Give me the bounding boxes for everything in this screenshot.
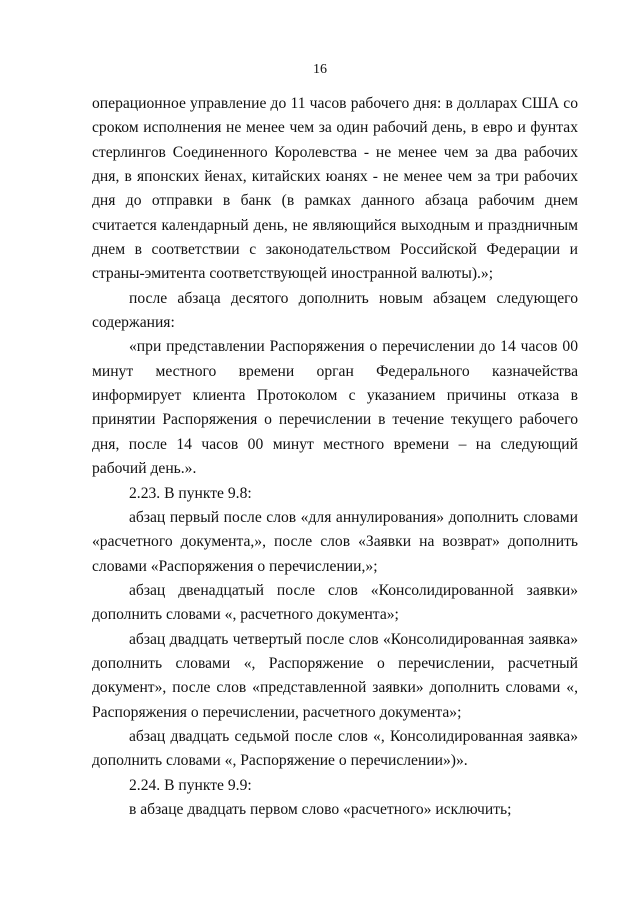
document-body	[92, 92, 578, 822]
paragraph-1: операционное управление до 11 часов рабочего дня: в долларах США со сроком исполнения не менее чем за один рабочий день, в евро и фунтах стерлингов Соединенного Королевства - не менее чем за два рабочих дня, в японских йенах, китайских юанях - не менее чем за три рабочих дня до отправки в банк (в рамках данного абзаца рабочим днем считается календарный день, не являющийся выходным и праздничным днем в соответствии с законодательством Российской Федерации и страны-эмитента соответствующей иностранной валюты).»;	[92, 95, 578, 283]
paragraph-9: 2.24. В пункте 9.9:	[129, 776, 252, 794]
paragraph-3: «при представлении Распоряжения о перечислении до 14 часов 00 минут местного времени орган Федерального казначейства информирует клиента Протоколом с указанием причины отказа в принятии Распоряжения о перечислении в течение текущего рабочего дня, после 14 часов 00 минут местного времени – на следующий рабочий день.».	[92, 338, 578, 478]
paragraph-10: в абзаце двадцать первом слово «расчетного» исключить;	[129, 800, 512, 818]
page-number: 16	[313, 62, 327, 77]
paragraph-4: 2.23. В пункте 9.8:	[129, 484, 252, 502]
paragraph-7: абзац двадцать четвертый после слов «Консолидированная заявка» дополнить словами «, Распоряжение о перечислении, расчетный документ», после слов «представленной заявки» дополнить словами «, Распоряжения о перечислении, расчетного документа»;	[92, 630, 578, 721]
paragraph-2: после абзаца десятого дополнить новым абзацем следующего содержания:	[92, 289, 578, 332]
paragraph-8: абзац двадцать седьмой после слов «, Консолидированная заявка» дополнить словами «, Распоряжение о перечислении»)».	[92, 727, 578, 770]
paragraph-5: абзац первый после слов «для аннулирования» дополнить словами «расчетного документа,», после слов «Заявки на возврат» дополнить словами «Распоряжения о перечислении,»;	[92, 508, 578, 575]
paragraph-6: абзац двенадцатый после слов «Консолидированной заявки» дополнить словами «, расчетного документа»;	[92, 581, 578, 624]
